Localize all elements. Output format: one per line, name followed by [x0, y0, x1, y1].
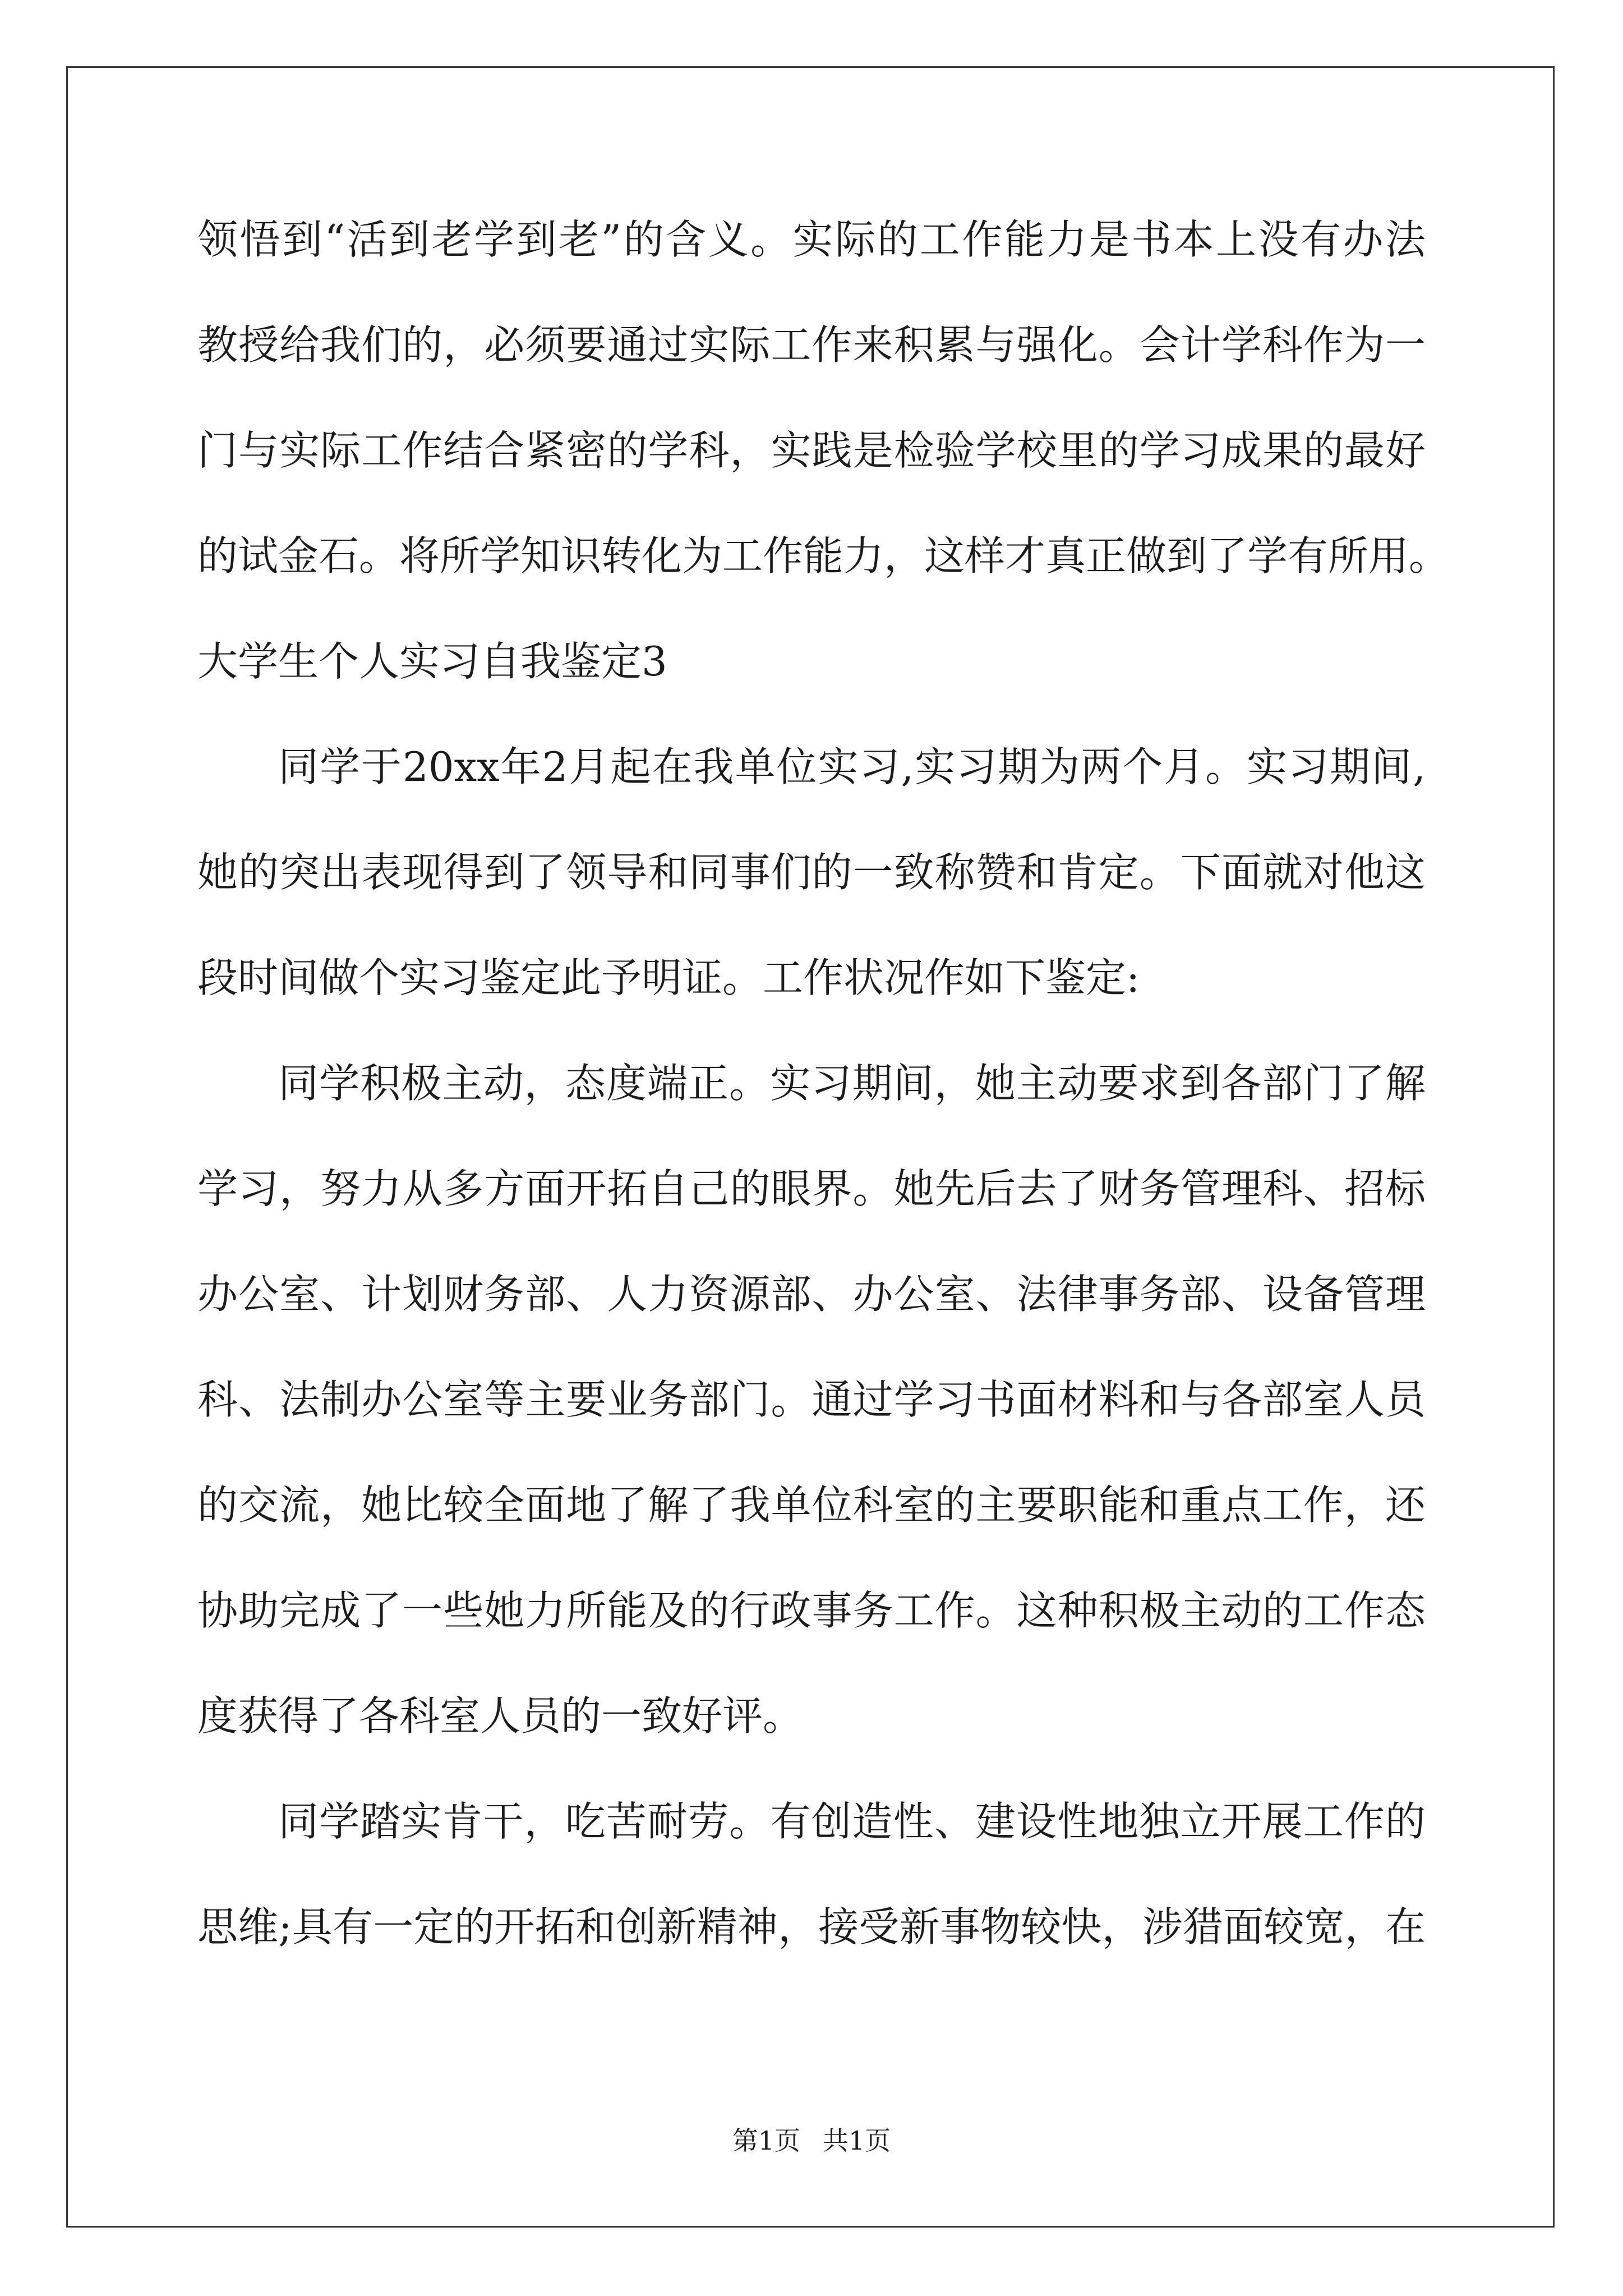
paragraph-line: 的试金石。将所学知识转化为工作能力，这样才真正做到了学有所用。 — [197, 532, 1450, 579]
paragraph-line: 学习，努力从多方面开拓自己的眼界。她先后去了财务管理科、招标 — [197, 1165, 1426, 1212]
paragraph-line: 的交流，她比较全面地了解了我单位科室的主要职能和重点工作，还 — [197, 1481, 1426, 1529]
paragraph-line: 同学积极主动，态度端正。实习期间，她主动要求到各部门了解 — [278, 1060, 1426, 1107]
paragraph-line: 她的突出表现得到了领导和同事们的一致称赞和肯定。下面就对他这 — [197, 849, 1426, 896]
paragraph-line: 门与实际工作结合紧密的学科，实践是检验学校里的学习成果的最好 — [197, 427, 1426, 474]
page-footer — [0, 2120, 1623, 2157]
paragraph-line: 科、法制办公室等主要业务部门。通过学习书面材料和与各部室人员 — [197, 1376, 1426, 1423]
paragraph-line: 办公室、计划财务部、人力资源部、办公室、法律事务部、设备管理 — [197, 1271, 1426, 1318]
paragraph-line: 同学于20xx年2月起在我单位实习,实习期为两个月。实习期间, — [278, 743, 1426, 790]
paragraph-line: 协助完成了一些她力所能及的行政事务工作。这种积极主动的工作态 — [197, 1587, 1426, 1634]
page-number-current: 第1页 — [732, 2125, 800, 2156]
page-number-total: 共1页 — [823, 2125, 891, 2156]
paragraph-line: 度获得了各科室人员的一致好评。 — [197, 1692, 804, 1740]
paragraph-line: 段时间做个实习鉴定此予明证。工作状况作如下鉴定: — [197, 954, 1140, 1001]
paragraph-line: 教授给我们的，必须要通过实际工作来积累与强化。会计学科作为一 — [197, 321, 1426, 369]
document-body — [197, 213, 1450, 2006]
paragraph-line: 领悟到“活到老学到老”的含义。实际的工作能力是书本上没有办法 — [197, 216, 1426, 263]
paragraph-line: 思维;具有一定的开拓和创新精神，接受新事物较快，涉猎面较宽，在 — [197, 1903, 1426, 1950]
section-heading: 大学生个人实习自我鉴定3 — [197, 638, 667, 685]
paragraph-line: 同学踏实肯干，吃苦耐劳。有创造性、建设性地独立开展工作的 — [278, 1798, 1426, 1845]
